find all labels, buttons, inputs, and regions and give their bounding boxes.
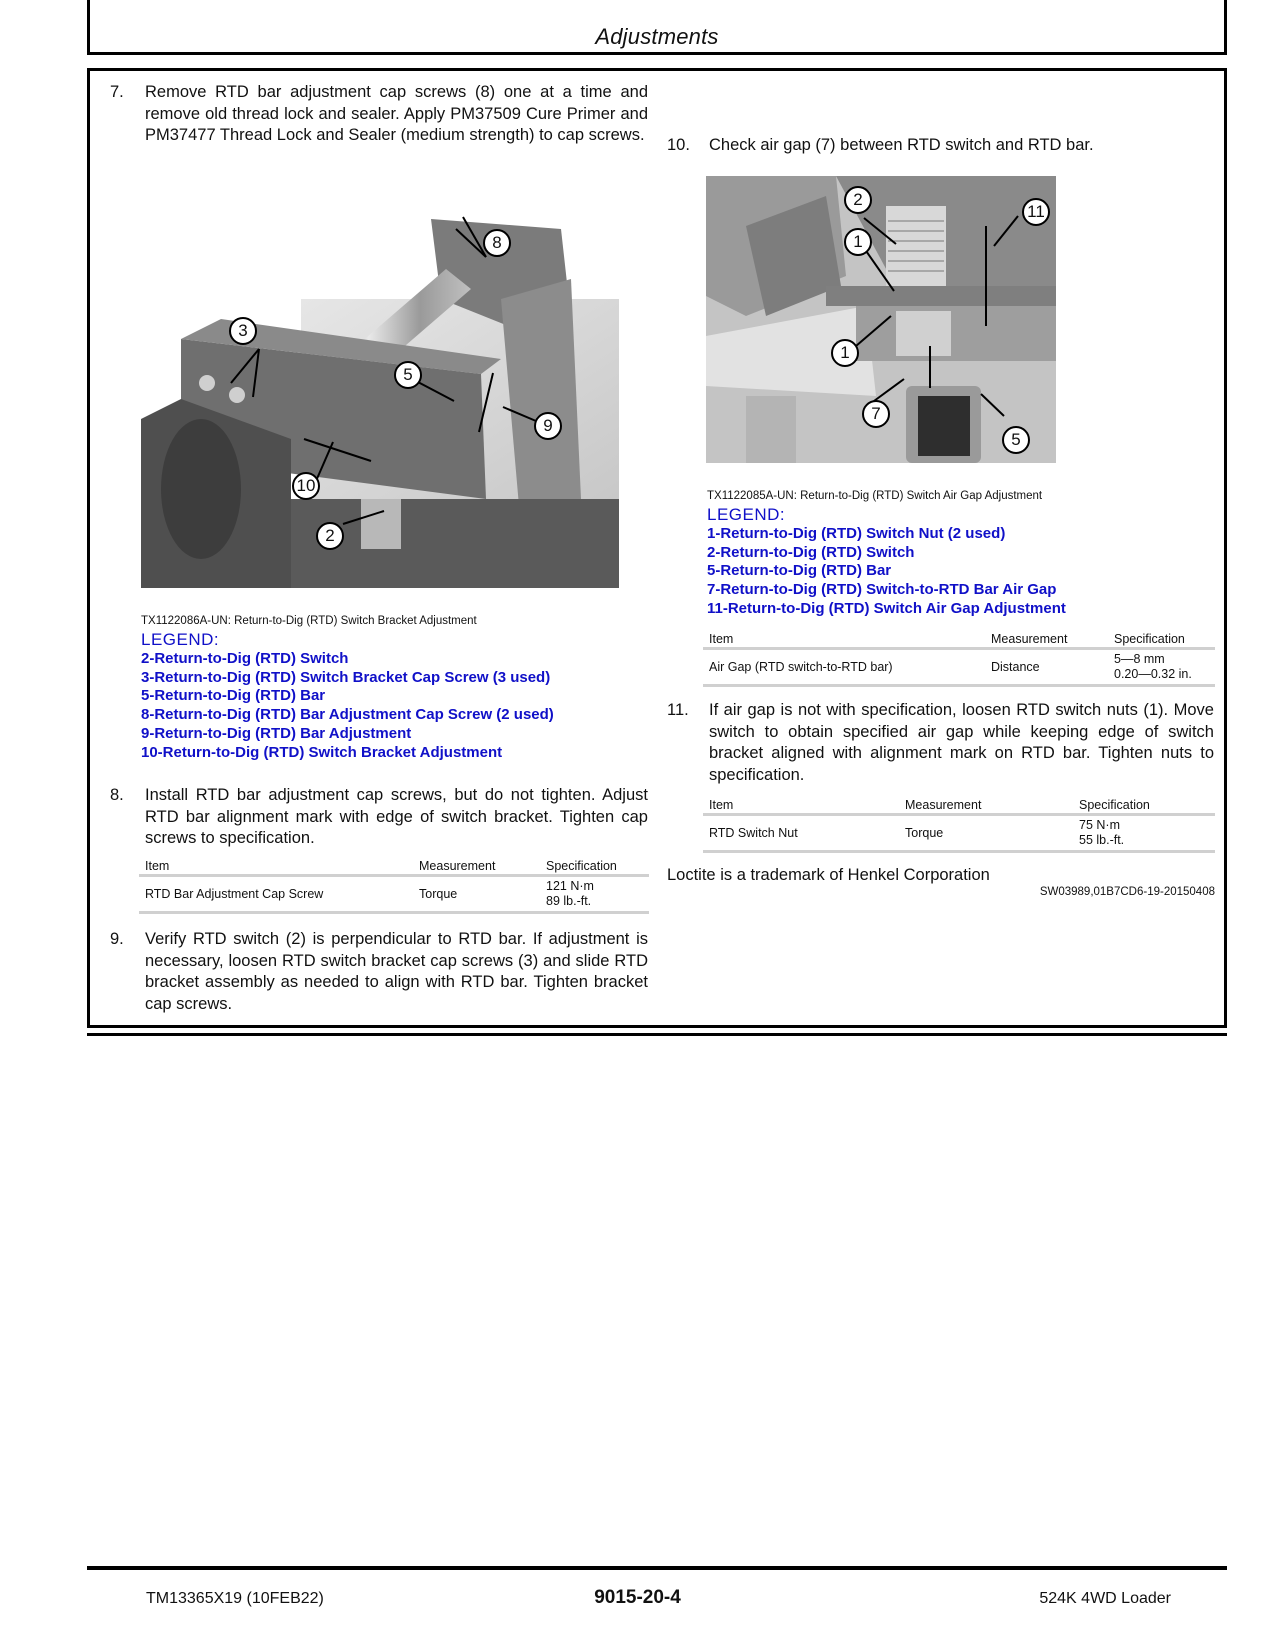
column-header-measurement: Measurement [899,794,1073,815]
step-number: 10. [667,136,690,154]
callout-2: 2 [844,186,872,214]
section-title: Adjustments [595,24,719,49]
column-header-specification: Specification [540,855,649,876]
callout-1-upper: 1 [844,228,872,256]
column-header-measurement: Measurement [413,855,540,876]
legend-item: 8-Return-to-Dig (RTD) Bar Adjustment Cap Screw (2 used) [141,706,554,724]
spec-table-switch-nut [703,794,1215,853]
section-header [87,0,1227,55]
footer-rule [87,1566,1227,1570]
legend-item: 11-Return-to-Dig (RTD) Switch Air Gap Adjustment [707,599,1066,617]
figure-legend [141,631,661,763]
column-header-specification: Specification [1108,628,1215,649]
legend-item: 3-Return-to-Dig (RTD) Switch Bracket Cap Screw (3 used) [141,668,551,686]
step-8 [110,785,648,850]
callout-8: 8 [483,229,511,257]
column-header-specification: Specification [1073,794,1215,815]
spec-metric: 121 N·m [546,879,594,893]
step-text: Verify RTD switch (2) is perpendicular to RTD bar. If adjustment is necessary, loosen RTD switch bracket cap screws (3) and slide RTD bracket assembly as needed to align with RTD bar. Tighten bracket cap screws. [145,930,648,1013]
figure-rtd-air-gap-photo [706,176,1056,463]
callout-7: 7 [862,400,890,428]
cell-measurement: Distance [985,649,1108,686]
column-header-item: Item [703,628,985,649]
legend-item: 5-Return-to-Dig (RTD) Bar [707,562,892,580]
step-text: Check air gap (7) between RTD switch and RTD bar. [709,136,1094,154]
spec-imperial: 0.20—0.32 in. [1114,667,1192,681]
callout-5: 5 [1002,426,1030,454]
callout-10: 10 [292,472,320,500]
document-id: SW03989,01B7CD6-19-20150408 [1039,886,1215,898]
spec-table-cap-screw [139,855,649,914]
callout-5: 5 [394,361,422,389]
step-number: 7. [110,83,124,101]
legend-item: 2-Return-to-Dig (RTD) Switch [707,543,915,561]
table-row [703,649,1215,686]
legend-item: 5-Return-to-Dig (RTD) Bar [141,687,326,705]
legend-item: 2-Return-to-Dig (RTD) Switch [141,649,349,667]
table-row [139,876,649,913]
spec-metric: 75 N·m [1079,818,1120,832]
legend-item: 1-Return-to-Dig (RTD) Switch Nut (2 used) [707,524,1006,542]
figure-rtd-switch-bracket-photo [141,199,619,588]
legend-item: 10-Return-to-Dig (RTD) Switch Bracket Adjustment [141,743,503,761]
column-header-item: Item [139,855,413,876]
cell-specification [1073,815,1215,852]
step-9 [110,929,648,1015]
step-text: If air gap is not with specification, loosen RTD switch nuts (1). Move switch to obtain specified air gap while keeping edge of switch bracket aligned with alignment mark on RTD bar. Tighten nuts to specification. [709,701,1214,784]
step-number: 9. [110,930,124,948]
table-row [703,815,1215,852]
callout-3: 3 [229,317,257,345]
cell-specification [540,876,649,913]
cell-measurement: Torque [413,876,540,913]
machine-photo-illustration [141,199,619,588]
content-bottom-rule [87,1033,1227,1036]
spec-table-air-gap [703,628,1215,687]
legend-item: 9-Return-to-Dig (RTD) Bar Adjustment [141,724,412,742]
spec-imperial: 55 lb.-ft. [1079,833,1125,847]
callout-1-lower: 1 [831,339,859,367]
step-7 [110,82,648,147]
step-11 [667,700,1214,786]
step-text: Remove RTD bar adjustment cap screws (8) one at a time and remove old thread lock and sealer. Apply PM37509 Cure Primer and PM37477 Thread Lock and Sealer (medium strength) to cap screws. [145,83,648,144]
column-header-item: Item [703,794,899,815]
spec-metric: 5—8 mm [1114,652,1165,666]
cell-item: RTD Switch Nut [703,815,899,852]
callout-2: 2 [316,522,344,550]
legend-heading: LEGEND: [707,505,786,524]
step-10 [667,135,1214,157]
callout-9: 9 [534,412,562,440]
cell-item: Air Gap (RTD switch-to-RTD bar) [703,649,985,686]
cell-specification [1108,649,1215,686]
callout-11: 11 [1022,198,1050,226]
footer-manual-id: TM13365X19 (10FEB22) [146,1590,324,1607]
step-number: 8. [110,786,124,804]
cell-item: RTD Bar Adjustment Cap Screw [139,876,413,913]
footer-page-number: 9015-20-4 [594,1587,681,1608]
legend-item: 7-Return-to-Dig (RTD) Switch-to-RTD Bar Air Gap [707,581,1057,599]
spec-imperial: 89 lb.-ft. [546,894,592,908]
legend-heading: LEGEND: [141,630,220,649]
figure-caption: TX1122086A-UN: Return-to-Dig (RTD) Switch Bracket Adjustment [141,615,477,627]
step-number: 11. [667,701,689,719]
column-header-measurement: Measurement [985,628,1108,649]
step-text: Install RTD bar adjustment cap screws, but do not tighten. Adjust RTD bar alignment mark with edge of switch bracket. Tighten cap screws to specification. [145,786,648,847]
figure-caption: TX1122085A-UN: Return-to-Dig (RTD) Switch Air Gap Adjustment [707,490,1043,502]
cell-measurement: Torque [899,815,1073,852]
footer-machine-model: 524K 4WD Loader [1039,1590,1171,1607]
figure-legend [707,506,1227,619]
trademark-notice: Loctite is a trademark of Henkel Corporation [667,866,990,884]
